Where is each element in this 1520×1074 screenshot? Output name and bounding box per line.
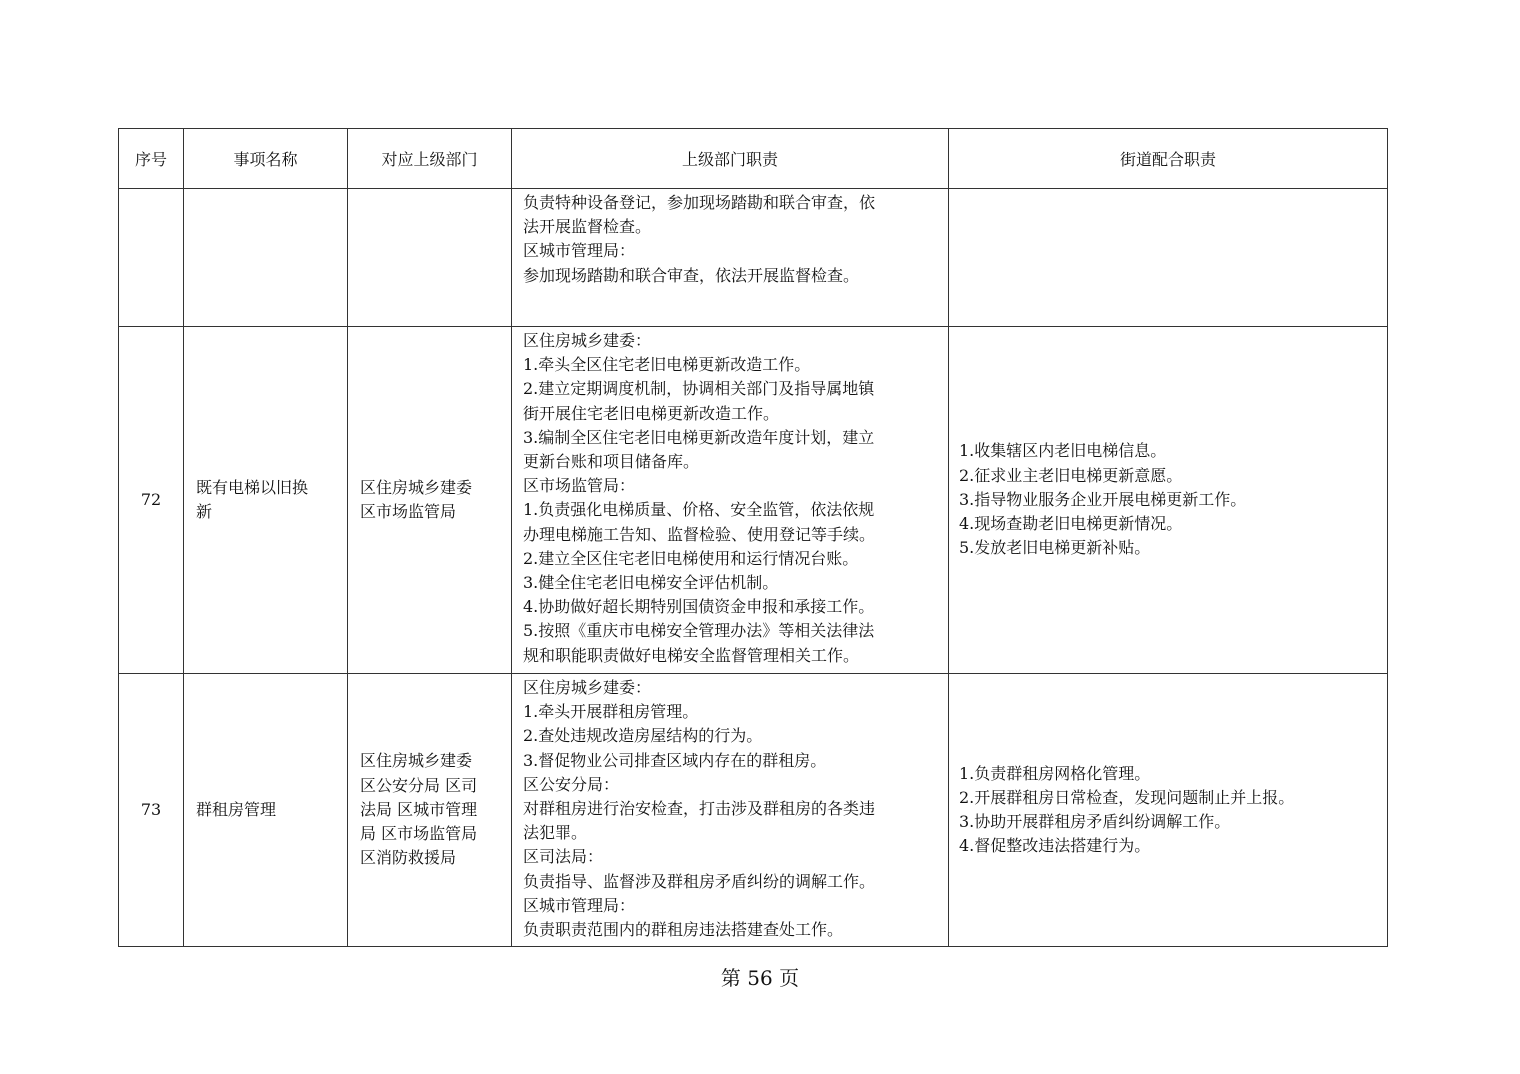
row-street-duty [949, 674, 1388, 947]
duty-table [118, 128, 1388, 947]
table-header-row [119, 129, 1388, 189]
dept-line: 法局 区城市管理 [360, 799, 478, 819]
street-duty-line: 4.现场查勘老旧电梯更新情况。 [959, 514, 1183, 534]
duty-line: 1.负责强化电梯质量、价格、安全监管，依法依规 [523, 500, 875, 520]
dept-line: 区住房城乡建委 [360, 477, 473, 497]
duty-line: 5.按照《重庆市电梯安全管理办法》等相关法律法 [523, 621, 875, 641]
street-duty-line: 5.发放老旧电梯更新补贴。 [959, 538, 1151, 558]
street-duty-line: 1.收集辖区内老旧电梯信息。 [959, 441, 1167, 461]
duty-line: 法犯罪。 [523, 823, 588, 843]
street-duty-line: 3.指导物业服务企业开展电梯更新工作。 [959, 489, 1247, 509]
dept-line: 局 区市场监管局 [360, 824, 478, 844]
duty-line: 街开展住宅老旧电梯更新改造工作。 [523, 403, 780, 423]
duty-line: 规和职能职责做好电梯安全监督管理相关工作。 [523, 645, 860, 665]
row-item-name [184, 189, 348, 327]
header-superior-dept: 对应上级部门 [348, 129, 512, 189]
duty-line: 负责指导、监督涉及群租房矛盾纠纷的调解工作。 [523, 871, 876, 891]
table-row [119, 189, 1388, 327]
row-superior-duty [512, 674, 949, 947]
duty-line: 区城市管理局： [523, 241, 636, 261]
table-row [119, 674, 1388, 947]
duty-line: 2.建立全区住宅老旧电梯使用和运行情况台账。 [523, 548, 859, 568]
header-item-name: 事项名称 [184, 129, 348, 189]
dept-line: 区公安分局 区司 [360, 775, 478, 795]
duty-line: 3.编制全区住宅老旧电梯更新改造年度计划，建立 [523, 427, 875, 447]
street-duty-line: 3.协助开展群租房矛盾纠纷调解工作。 [959, 812, 1231, 831]
row-superior-duty [512, 327, 949, 674]
duty-line: 4.协助做好超长期特别国债资金申报和承接工作。 [523, 597, 875, 617]
dept-line: 区市场监管局 [360, 502, 457, 521]
duty-line: 负责特种设备登记，参加现场踏勘和联合审查，依 [523, 193, 876, 212]
duty-line: 1.牵头全区住宅老旧电梯更新改造工作。 [523, 355, 811, 375]
item-name-line: 群租房管理 [196, 799, 277, 819]
row-superior-dept [348, 674, 512, 947]
row-superior-dept [348, 327, 512, 674]
item-name-line: 既有电梯以旧换 [196, 477, 309, 497]
duty-line: 区住房城乡建委： [523, 678, 652, 697]
item-name-line: 新 [196, 502, 213, 521]
row-seq [119, 189, 184, 327]
duty-line: 区住房城乡建委： [523, 331, 652, 350]
duty-line: 对群租房进行治安检查，打击涉及群租房的各类违 [523, 799, 876, 819]
duty-line: 1.牵头开展群租房管理。 [523, 702, 699, 722]
duty-line: 参加现场踏勘和联合审查，依法开展监督检查。 [523, 265, 860, 285]
duty-line: 2.建立定期调度机制，协调相关部门及指导属地镇 [523, 379, 875, 399]
row-superior-duty [512, 189, 949, 327]
dept-line: 区消防救援局 [360, 848, 457, 868]
duty-line: 2.查处违规改造房屋结构的行为。 [523, 726, 763, 746]
page-number: 第 56 页 [720, 966, 800, 990]
street-duty-line: 2.开展群租房日常检查，发现问题制止并上报。 [959, 787, 1295, 807]
row-seq: 72 [119, 327, 184, 674]
duty-line: 更新台账和项目储备库。 [523, 452, 700, 472]
duty-line: 区城市管理局： [523, 895, 636, 915]
row-seq: 73 [119, 674, 184, 947]
duty-line: 法开展监督检查。 [523, 217, 652, 237]
street-duty-line: 4.督促整改违法搭建行为。 [959, 836, 1151, 856]
dept-line: 区住房城乡建委 [360, 751, 473, 771]
duty-line: 区公安分局： [523, 774, 620, 794]
row-street-duty [949, 327, 1388, 674]
duty-line: 区司法局： [523, 847, 604, 867]
duty-line: 3.督促物业公司排查区域内存在的群租房。 [523, 750, 827, 770]
duty-line: 办理电梯施工告知、监督检验、使用登记等手续。 [523, 524, 876, 544]
row-street-duty [949, 189, 1388, 327]
street-duty-line: 2.征求业主老旧电梯更新意愿。 [959, 465, 1183, 485]
row-item-name [184, 327, 348, 674]
duty-line: 区市场监管局： [523, 476, 636, 496]
duty-line: 负责职责范围内的群租房违法搭建查处工作。 [523, 920, 844, 940]
row-item-name [184, 674, 348, 947]
street-duty-line: 1.负责群租房网格化管理。 [959, 763, 1151, 783]
table-row [119, 327, 1388, 674]
duty-line: 3.健全住宅老旧电梯安全评估机制。 [523, 573, 779, 593]
header-seq: 序号 [119, 129, 184, 189]
header-street-duty: 街道配合职责 [949, 129, 1388, 189]
header-superior-duty: 上级部门职责 [512, 129, 949, 189]
row-superior-dept [348, 189, 512, 327]
